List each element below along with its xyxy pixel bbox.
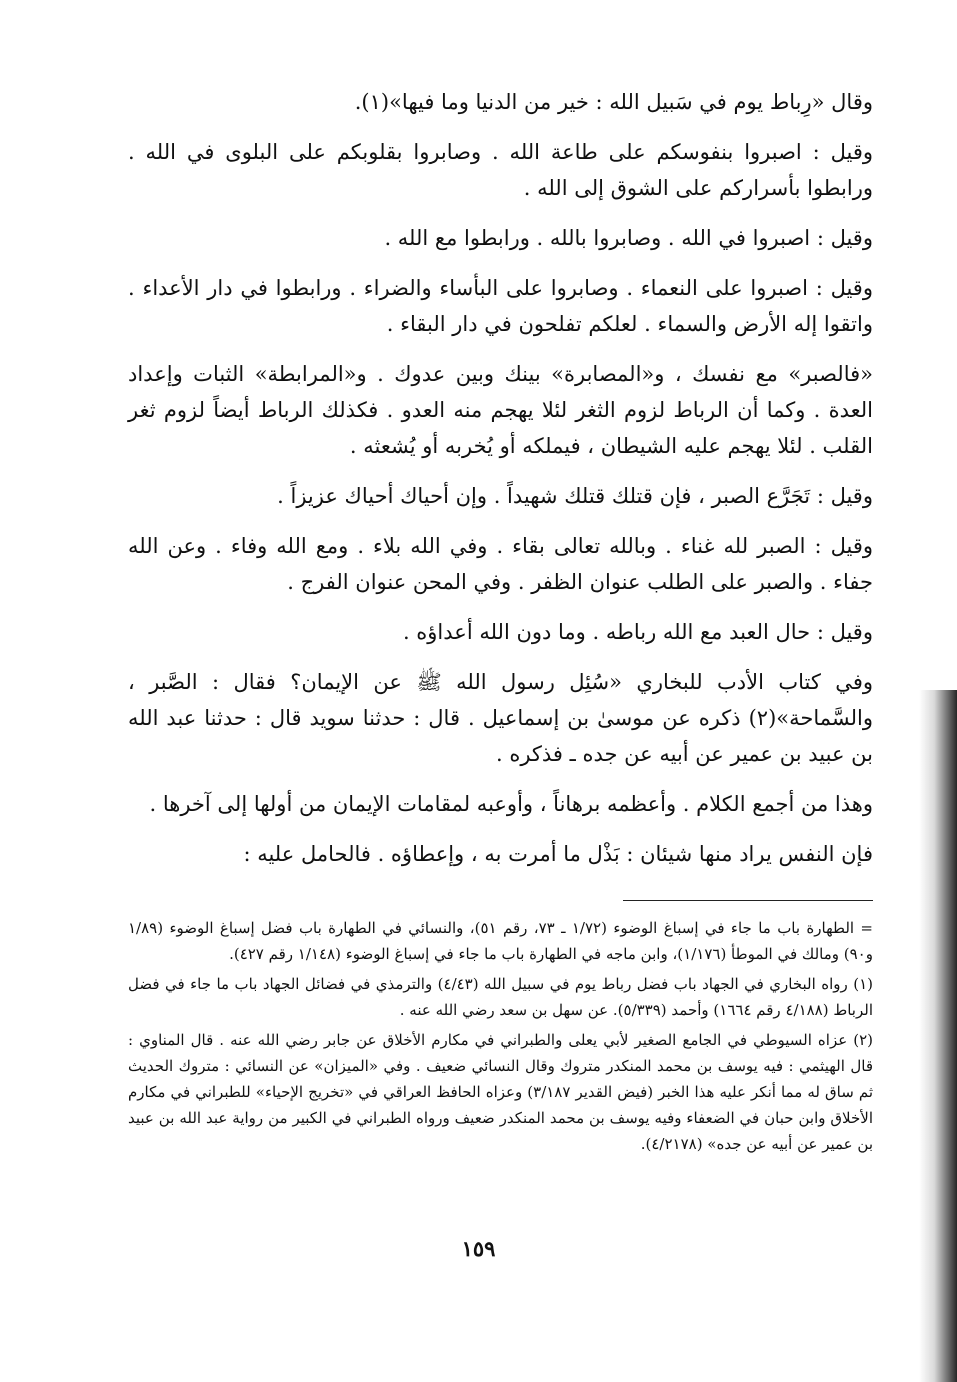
footnote-divider bbox=[623, 900, 873, 901]
paragraph: وقيل : اصبروا على النعماء . وصابروا على البأساء والضراء . ورابطوا في دار الأعداء . واتقوا إله الأرض والسماء . لعلكم تفلحون في دار البقاء . bbox=[128, 276, 873, 336]
footnotes bbox=[128, 915, 873, 1157]
footnote-1: (١) رواه البخاري في الجهاد باب فضل رباط يوم في سبيل الله (٤/٤٣) والترمذي في فضائل الجهاد باب ما جاء في فضل الرباط (٤/١٨٨ رقم ١٦٦٤) وأحمد (٥/٣٣٩). عن سهل بن سعد رضي الله عنه . bbox=[128, 975, 873, 1019]
paragraph: «فالصبر» مع نفسك ، و«المصابرة» بينك وبين عدوك . و«المرابطة» الثبات وإعداد العدة . وكما أن الرباط لزوم الثغر لئلا يهجم منه العدو . فكذلك الرباط أيضاً لزوم ثغر القلب . لئلا يهجم عليه الشيطان ، فيملكه أو يُخربه أو يُشعثه . bbox=[128, 362, 873, 458]
paragraph: وقال «رِباط يوم في سَبيل الله : خير من الدنيا وما فيها»(١). bbox=[354, 90, 873, 114]
page-content bbox=[128, 84, 873, 1161]
paragraph: وهذا من أجمع الكلام . وأعظمه برهاناً ، وأوعبه لمقامات الإيمان من أولها إلى آخرها . bbox=[149, 792, 873, 816]
scan-edge-shadow bbox=[919, 690, 957, 1382]
paragraph: وقيل : الصبر لله غناء . وبالله تعالى بقاء . وفي الله بلاء . ومع الله وفاء . وعن الله جفاء . والصبر على الطلب عنوان الظفر . وفي المحن عنوان الفرج . bbox=[128, 534, 873, 594]
page-number: ١٥٩ bbox=[461, 1236, 496, 1261]
paragraph: وفي كتاب الأدب للبخاري «سُئِل رسول الله ﷺ عن الإيمان؟ فقال : الصَّبر ، والسَّماحة»(٢) ذكره عن موسىٰ بن إسماعيل . قال : حدثنا سويد قال : حدثنا عبد الله بن عبيد بن عمير عن أبيه عن جده ـ فذكره . bbox=[128, 670, 873, 766]
footnote-2: (٢) عزاه السيوطي في الجامع الصغير لأبي يعلى والطبراني في مكارم الأخلاق عن جابر رضي الله عنه . قال المناوي : قال الهيثمي : فيه يوسف بن محمد المنكدر متروك وقال النسائي ضعيف . وفي «الميزان» عن النسائي : متروك الحديث ثم ساق له مما أنكر عليه هذا الخبر (فيض القدير ٣/١٨٧) وعزاه الحافظ العراقي في «تخريج الإحياء» للطبراني في مكارم الأخلاق وابن حبان في الضعفاء وفيه يوسف بن محمد المنكدر ضعيف ورواه الطبراني في الكبير من رواية عبد الله بن عبيد بن عمير عن أبيه عن جده» (٤/٢١٧٨). bbox=[128, 1031, 873, 1153]
paragraph: وقيل : حال العبد مع الله رباطه . وما دون الله أعداؤه . bbox=[402, 620, 873, 644]
paragraph: وقيل : اصبروا في الله . وصابروا بالله . ورابطوا مع الله . bbox=[384, 226, 873, 250]
main-text bbox=[128, 84, 873, 872]
footnote-continuation: = الطهارة باب ما جاء في إسباغ الوضوء (١/٧٢ ـ ٧٣، رقم ٥١)، والنسائي في الطهارة باب فضل إسباغ الوضوء (١/٨٩ و٩٠) ومالك في الموطأ (١/١٧٦)، وابن ماجه في الطهارة باب ما جاء في إسباغ الوضوء (١/١٤٨ رقم ٤٢٧). bbox=[128, 919, 874, 963]
paragraph: وقيل : اصبروا بنفوسكم على طاعة الله . وصابروا بقلوبكم على البلوى في الله . ورابطوا بأسراركم على الشوق إلى الله . bbox=[128, 140, 873, 200]
paragraph: وقيل : تَجَرَّع الصبر ، فإن قتلك قتلك شهيداً . وإن أحياك أحياك عزيزاً . bbox=[277, 484, 873, 508]
paragraph: فإن النفس يراد منها شيئان : بَذْل ما أمرت به ، وإعطاؤه . فالحامل عليه : bbox=[243, 842, 873, 866]
